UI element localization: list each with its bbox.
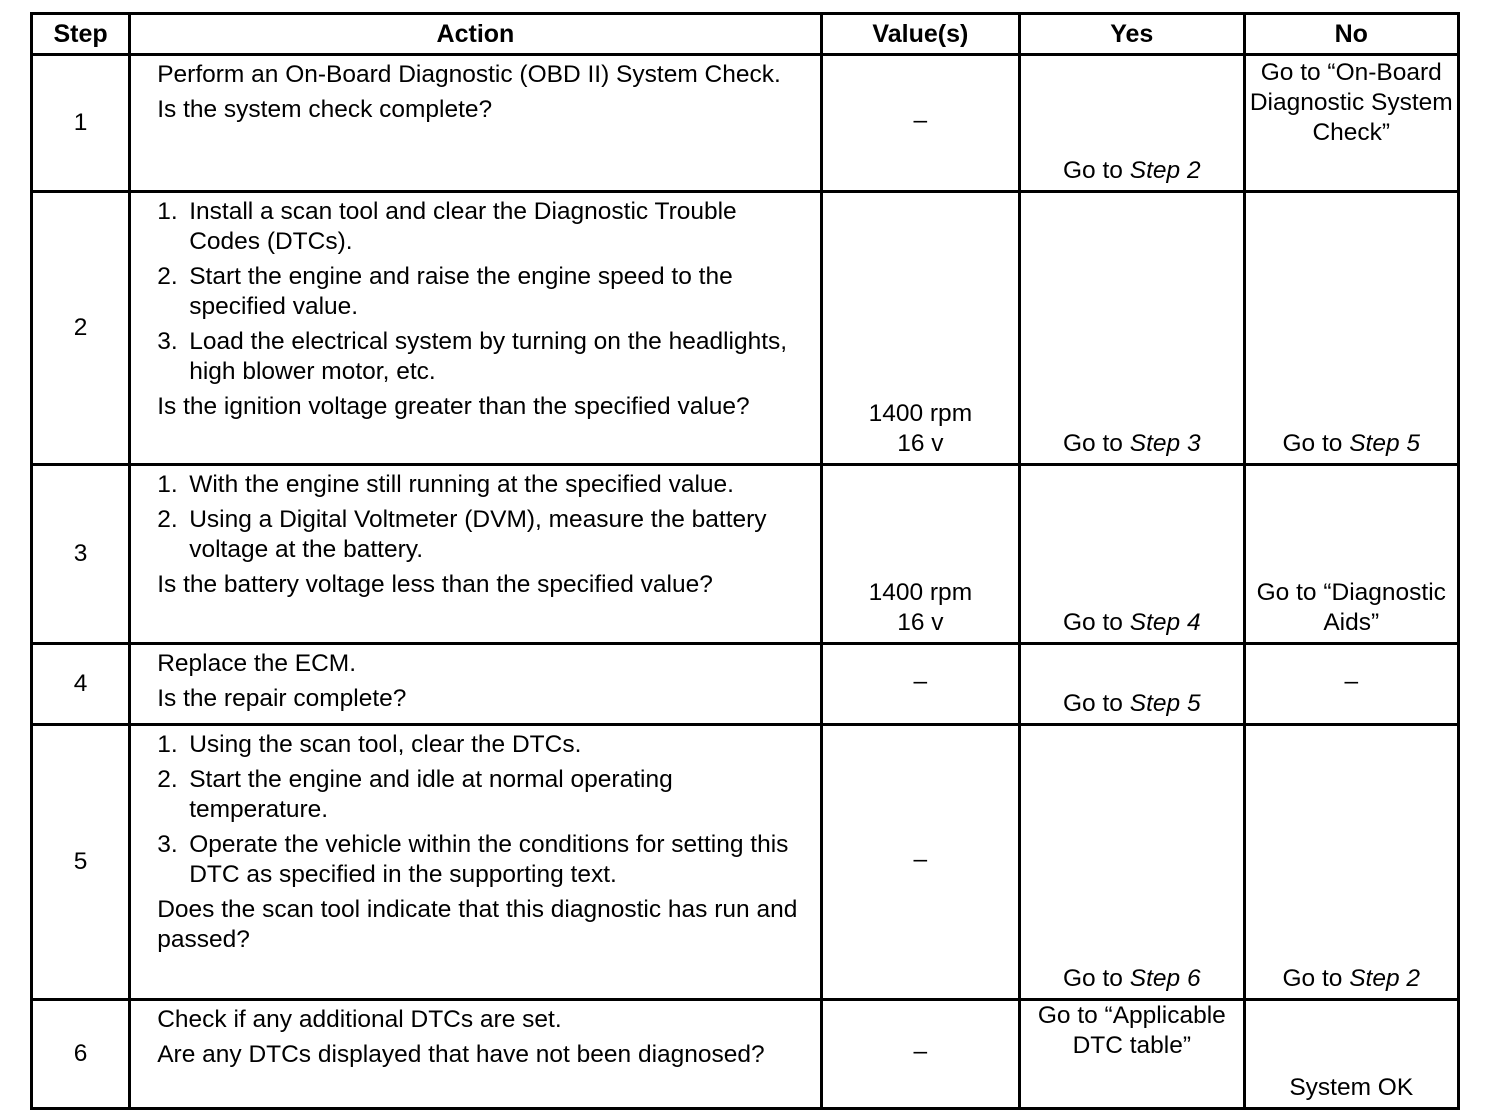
value-text: – <box>913 846 928 873</box>
table-row <box>32 465 1459 644</box>
table-row <box>32 55 1459 192</box>
no-cell <box>1244 644 1458 725</box>
list-text: Using a Digital Voltmeter (DVM), measure the battery voltage at the battery. <box>189 506 767 563</box>
action-list <box>157 730 805 890</box>
no-text: Go to “On-Board Diagnostic System Check” <box>1249 59 1453 146</box>
list-number: 1. <box>157 471 178 498</box>
value-cell <box>821 55 1019 192</box>
list-number: 2. <box>157 263 178 290</box>
table-row <box>32 1000 1459 1109</box>
value-cell <box>821 725 1019 1000</box>
header-values: Value(s) <box>821 14 1019 55</box>
yes-goto-prefix: Go to <box>1063 690 1130 717</box>
step-number: 6 <box>32 1000 130 1109</box>
action-list <box>157 197 805 387</box>
yes-goto-step: Step 6 <box>1129 965 1201 992</box>
list-text: Using the scan tool, clear the DTCs. <box>189 731 582 758</box>
list-item <box>157 327 805 387</box>
list-text: Load the electrical system by turning on the headlights, high blower motor, etc. <box>189 328 788 385</box>
value-text: – <box>913 107 928 134</box>
yes-goto-prefix: Go to <box>1063 157 1130 184</box>
yes-text: Go to “Applicable DTC table” <box>1037 1002 1226 1059</box>
yes-cell <box>1020 644 1244 725</box>
header-action: Action <box>130 14 821 55</box>
step-number: 1 <box>32 55 130 192</box>
yes-cell <box>1020 1000 1244 1109</box>
no-cell <box>1244 55 1458 192</box>
action-cell <box>130 644 821 725</box>
list-text: With the engine still running at the specified value. <box>189 471 734 498</box>
action-question: Is the ignition voltage greater than the specified value? <box>157 393 750 420</box>
yes-cell <box>1020 192 1244 465</box>
list-number: 3. <box>157 831 178 858</box>
action-text: Perform an On-Board Diagnostic (OBD II) System Check. <box>157 61 781 88</box>
no-goto-prefix: Go to <box>1282 430 1350 457</box>
list-number: 2. <box>157 766 178 793</box>
table-row <box>32 725 1459 1000</box>
yes-goto-prefix: Go to <box>1063 609 1130 636</box>
value-cell <box>821 644 1019 725</box>
header-yes: Yes <box>1020 14 1244 55</box>
table-header <box>32 14 1459 55</box>
list-item <box>157 470 805 500</box>
action-cell <box>130 192 821 465</box>
yes-goto-prefix: Go to <box>1063 430 1130 457</box>
no-cell <box>1244 1000 1458 1109</box>
yes-goto-step: Step 2 <box>1129 157 1201 184</box>
table-row <box>32 192 1459 465</box>
action-question: Does the scan tool indicate that this diagnostic has run and passed? <box>157 896 798 953</box>
list-number: 3. <box>157 328 178 355</box>
yes-goto-step: Step 4 <box>1129 609 1201 636</box>
action-question: Are any DTCs displayed that have not been diagnosed? <box>157 1041 765 1068</box>
header-no: No <box>1244 14 1458 55</box>
value-cell <box>821 192 1019 465</box>
yes-cell <box>1020 725 1244 1000</box>
action-cell <box>130 725 821 1000</box>
value-text: – <box>913 668 928 695</box>
no-goto-step: Step 5 <box>1349 430 1421 457</box>
list-item <box>157 505 805 565</box>
action-list <box>157 470 805 565</box>
no-goto-prefix: Go to <box>1282 965 1350 992</box>
action-question: Is the repair complete? <box>157 685 407 712</box>
list-item <box>157 730 805 760</box>
no-cell <box>1244 725 1458 1000</box>
action-question: Is the system check complete? <box>157 96 493 123</box>
list-item <box>157 765 805 825</box>
no-text: System OK <box>1289 1074 1414 1101</box>
value-text: 16 v <box>897 430 944 457</box>
list-number: 2. <box>157 506 178 533</box>
list-item <box>157 197 805 257</box>
list-text: Start the engine and idle at normal operating temperature. <box>189 766 673 823</box>
header-step: Step <box>32 14 130 55</box>
list-number: 1. <box>157 198 178 225</box>
value-text: 1400 rpm <box>868 579 973 606</box>
yes-cell <box>1020 55 1244 192</box>
yes-goto-step: Step 5 <box>1129 690 1201 717</box>
yes-cell <box>1020 465 1244 644</box>
list-text: Start the engine and raise the engine speed to the specified value. <box>189 263 733 320</box>
action-text: Check if any additional DTCs are set. <box>157 1006 562 1033</box>
table-row <box>32 644 1459 725</box>
no-cell <box>1244 465 1458 644</box>
no-text: – <box>1344 668 1359 695</box>
no-cell <box>1244 192 1458 465</box>
yes-goto-prefix: Go to <box>1063 965 1130 992</box>
list-item <box>157 830 805 890</box>
value-cell <box>821 465 1019 644</box>
diagnostic-table <box>30 12 1460 1110</box>
value-text: 16 v <box>897 609 944 636</box>
step-number: 2 <box>32 192 130 465</box>
list-text: Operate the vehicle within the conditions for setting this DTC as specified in the supporting text. <box>189 831 789 888</box>
step-number: 3 <box>32 465 130 644</box>
value-cell <box>821 1000 1019 1109</box>
action-cell <box>130 1000 821 1109</box>
action-text: Replace the ECM. <box>157 650 357 677</box>
step-number: 4 <box>32 644 130 725</box>
no-goto-step: Step 2 <box>1349 965 1421 992</box>
value-text: 1400 rpm <box>868 400 973 427</box>
step-number: 5 <box>32 725 130 1000</box>
action-cell <box>130 55 821 192</box>
list-number: 1. <box>157 731 178 758</box>
no-text: Go to “Diagnostic Aids” <box>1256 579 1446 636</box>
yes-goto-step: Step 3 <box>1129 430 1201 457</box>
action-question: Is the battery voltage less than the specified value? <box>157 571 713 598</box>
value-text: – <box>913 1038 928 1065</box>
list-text: Install a scan tool and clear the Diagnostic Trouble Codes (DTCs). <box>189 198 737 255</box>
action-cell <box>130 465 821 644</box>
list-item <box>157 262 805 322</box>
